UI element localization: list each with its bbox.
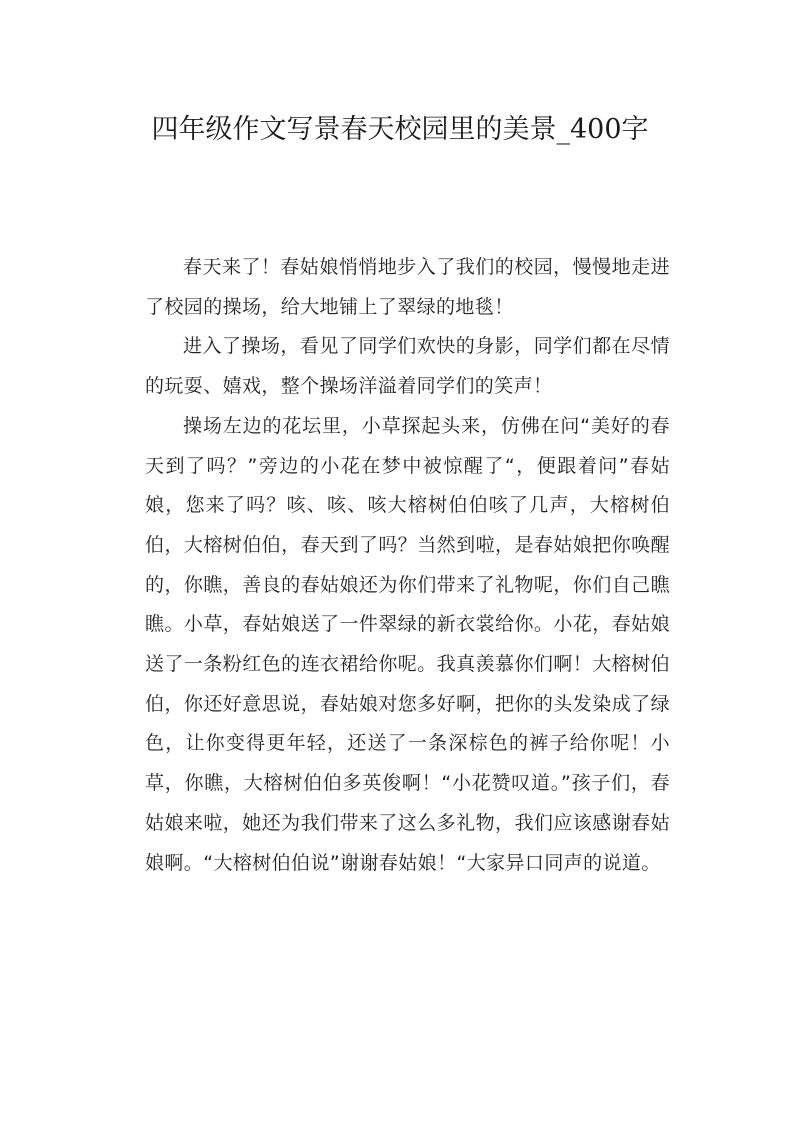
document-body: [145, 248, 670, 883]
document-title: 四年级作文写景春天校园里的美景_400字: [151, 114, 649, 145]
paragraph-3: 操场左边的花坛里，小草探起头来，仿佛在问“美好的春天到了吗？”旁边的小花在梦中被惊醒了“，便跟着问”春姑娘，您来了吗？咳、咳、咳大榕树伯伯咳了几声，大榕树伯伯，大榕树伯伯，春天到了吗？当然到啦，是春姑娘把你唤醒的，你瞧，善良的春姑娘还为你们带来了礼物呢，你们自己瞧瞧。小草，春姑娘送了一件翠绿的新衣裳给你。小花，春姑娘送了一条粉红色的连衣裙给你呢。我真羡慕你们啊！大榕树伯伯，你还好意思说，春姑娘对您多好啊，把你的头发染成了绿色，让你变得更年轻，还送了一条深棕色的裤子给你呢！小草，你瞧，大榕树伯伯多英俊啊！“小花赞叹道。”孩子们，春姑娘来啦，她还为我们带来了这么多礼物，我们应该感谢春姑娘啊。“大榕树伯伯说”谢谢春姑娘！“大家异口同声的说道。: [145, 414, 670, 874]
paragraph-2: 进入了操场，看见了同学们欢快的身影，同学们都在尽情的玩耍、嬉戏，整个操场洋溢着同学们的笑声！: [145, 335, 670, 398]
paragraph-1: 春天来了！春姑娘悄悄地步入了我们的校园，慢慢地走进了校园的操场，给大地铺上了翠绿的地毯！: [145, 256, 670, 318]
